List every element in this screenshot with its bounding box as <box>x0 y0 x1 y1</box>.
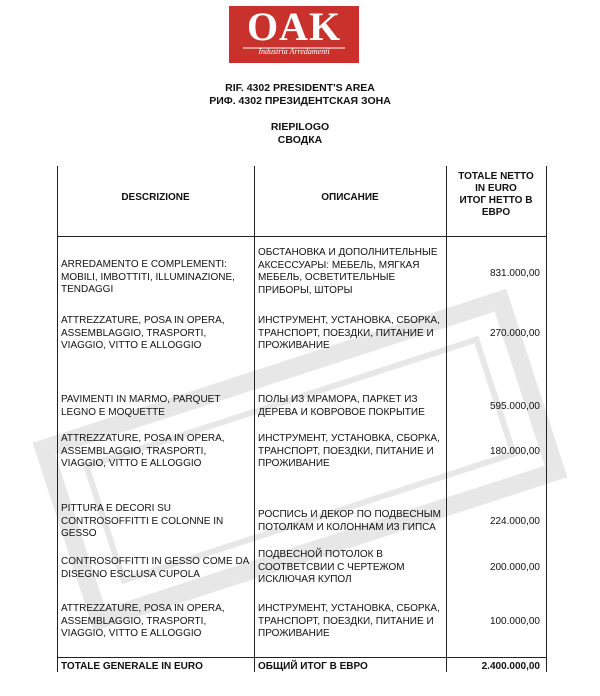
row-1-ru-line: АКСЕССУАРЫ: МЕБЕЛЬ, МЯГКАЯ <box>258 259 420 271</box>
row-3-it-line: PAVIMENTI IN MARMO, PARQUET <box>61 394 221 405</box>
row-5-description-it <box>61 503 223 541</box>
row-7-ru-line: ПРОЖИВАНИЕ <box>258 628 330 639</box>
row-6-ru-line: ПОДВЕСНОЙ ПОТОЛОК В <box>258 549 383 560</box>
row-5-it-line: CONTROSOFFITTI E COLONNE IN <box>61 515 224 527</box>
total-divider <box>57 657 547 658</box>
summary-title-ru: СВОДКА <box>277 134 323 146</box>
row-2-it-line: ATTREZZATURE, POSA IN OPERA, <box>61 315 225 326</box>
header-divider <box>57 236 547 237</box>
row-6-description-it <box>61 556 249 581</box>
row-2-it-line: VIAGGIO, VITTO E ALLOGGIO <box>61 340 202 351</box>
row-1-it-line: TENDAGGI <box>61 284 114 295</box>
total-label-ru: ОБЩИЙ ИТОГ В ЕВРО <box>258 661 368 672</box>
table-border-right <box>546 166 547 672</box>
summary-title-it: RIEPILOGO <box>270 121 330 133</box>
row-6-ru-line: ИСКЛЮЧАЯ КУПОЛ <box>258 574 352 585</box>
row-5-description-ru <box>258 509 441 534</box>
column-header-total-line3: ИТОГ НЕТТО В <box>459 195 533 206</box>
row-2-amount: 270.000,00 <box>489 328 540 339</box>
row-2-description-it <box>61 315 225 353</box>
row-7-ru-line: ТРАНСПОРТ, ПОЕЗДКИ, ПИТАНИЕ И <box>258 615 434 627</box>
column-header-total-line1: TOTALE NETTO <box>458 171 534 182</box>
row-2-ru-line: ТРАНСПОРТ, ПОЕЗДКИ, ПИТАНИЕ И <box>258 327 434 339</box>
row-3-amount: 595.000,00 <box>489 401 540 412</box>
row-4-ru-line: ТРАНСПОРТ, ПОЕЗДКИ, ПИТАНИЕ И <box>258 445 434 457</box>
row-7-ru-line: ИНСТРУМЕНТ, УСТАНОВКА, СБОРКА, <box>258 603 440 614</box>
row-4-description-it <box>61 433 225 471</box>
column-header-total <box>446 171 546 219</box>
row-2-description-ru <box>258 315 440 353</box>
row-7-it-line: ATTREZZATURE, POSA IN OPERA, <box>61 603 225 614</box>
row-1-ru-line: МЕБЕЛЬ, ОСВЕТИТЕЛЬНЫЕ <box>258 272 396 283</box>
row-4-it-line: VIAGGIO, VITTO E ALLOGGIO <box>61 458 202 469</box>
row-3-it-line: LEGNO E MOQUETTE <box>61 406 165 418</box>
row-5-it-line: GESSO <box>61 528 97 539</box>
row-4-ru-line: ПРОЖИВАНИЕ <box>258 458 330 469</box>
row-1-description-ru <box>258 247 438 297</box>
row-6-it-line: DISEGNO ESCLUSA CUPOLA <box>61 568 200 580</box>
row-3-ru-line: ДЕРЕВА И КОВРОВОЕ ПОКРЫТИЕ <box>258 406 425 418</box>
table-border-right-column <box>446 166 447 672</box>
row-3-ru-line: ПОЛЫ ИЗ МРАМОРА, ПАРКЕТ ИЗ <box>258 394 418 405</box>
row-7-amount: 100.000,00 <box>489 616 540 627</box>
row-7-it-line: VIAGGIO, VITTO E ALLOGGIO <box>61 628 202 639</box>
row-6-description-ru <box>258 549 405 587</box>
row-4-it-line: ATTREZZATURE, POSA IN OPERA, <box>61 433 225 444</box>
row-2-it-line: ASSEMBLAGGIO, TRASPORTI, <box>61 327 207 339</box>
total-label-it: TOTALE GENERALE IN EURO <box>61 661 203 672</box>
column-header-total-line2: IN EURO <box>475 183 517 194</box>
row-1-it-line: MOBILI, IMBOTTITI, ILLUMINAZIONE, <box>61 271 235 283</box>
reference-ru: РИФ. 4302 ПРЕЗИДЕНТСКАЯ ЗОНА <box>209 95 391 107</box>
row-7-description-it <box>61 603 225 641</box>
row-3-description-ru <box>258 394 425 419</box>
total-amount: 2.400.000,00 <box>481 661 540 672</box>
logo-wordmark: OAK <box>246 4 342 49</box>
row-5-it-line: PITTURA E DECORI SU <box>61 503 172 514</box>
row-1-amount: 831.000,00 <box>489 268 540 279</box>
row-6-ru-line: СООТВЕТСВИИ С ЧЕРТЕЖОМ <box>258 561 405 573</box>
row-6-it-line: CONTROSOFFITTI IN GESSO COME DA <box>61 556 250 567</box>
column-header-description-ru: ОПИСАНИЕ <box>321 192 379 203</box>
row-4-amount: 180.000,00 <box>489 446 540 457</box>
row-1-ru-line: ОБСТАНОВКА И ДОПОЛНИТЕЛЬНЫЕ <box>258 247 438 258</box>
row-1-it-line: ARREDAMENTO E COMPLEMENTI: <box>61 259 227 270</box>
row-3-description-it <box>61 394 220 419</box>
row-5-amount: 224.000,00 <box>489 516 540 527</box>
row-5-ru-line: РОСПИСЬ И ДЕКОР ПО ПОДВЕСНЫМ <box>258 509 441 520</box>
row-7-it-line: ASSEMBLAGGIO, TRASPORTI, <box>61 615 207 627</box>
row-4-ru-line: ИНСТРУМЕНТ, УСТАНОВКА, СБОРКА, <box>258 433 440 444</box>
row-4-description-ru <box>258 433 440 471</box>
column-header-total-line4: ЕВРО <box>481 207 511 218</box>
table-border-middle <box>254 166 255 672</box>
row-2-ru-line: ПРОЖИВАНИЕ <box>258 340 330 351</box>
oak-logo <box>229 6 359 63</box>
row-6-amount: 200.000,00 <box>489 562 540 573</box>
table-border-left <box>57 166 58 672</box>
row-5-ru-line: ПОТОЛКАМ И КОЛОННАМ ИЗ ГИПСА <box>258 521 436 533</box>
row-4-it-line: ASSEMBLAGGIO, TRASPORTI, <box>61 445 207 457</box>
column-header-description-it: DESCRIZIONE <box>121 192 190 203</box>
row-1-description-it <box>61 259 235 297</box>
reference-it: RIF. 4302 PRESIDENT'S AREA <box>225 82 375 94</box>
row-1-ru-line: ПРИБОРЫ, ШТОРЫ <box>258 284 353 296</box>
logo-tagline: Industria Arredamenti <box>258 47 330 56</box>
row-2-ru-line: ИНСТРУМЕНТ, УСТАНОВКА, СБОРКА, <box>258 315 440 326</box>
row-7-description-ru <box>258 603 440 641</box>
